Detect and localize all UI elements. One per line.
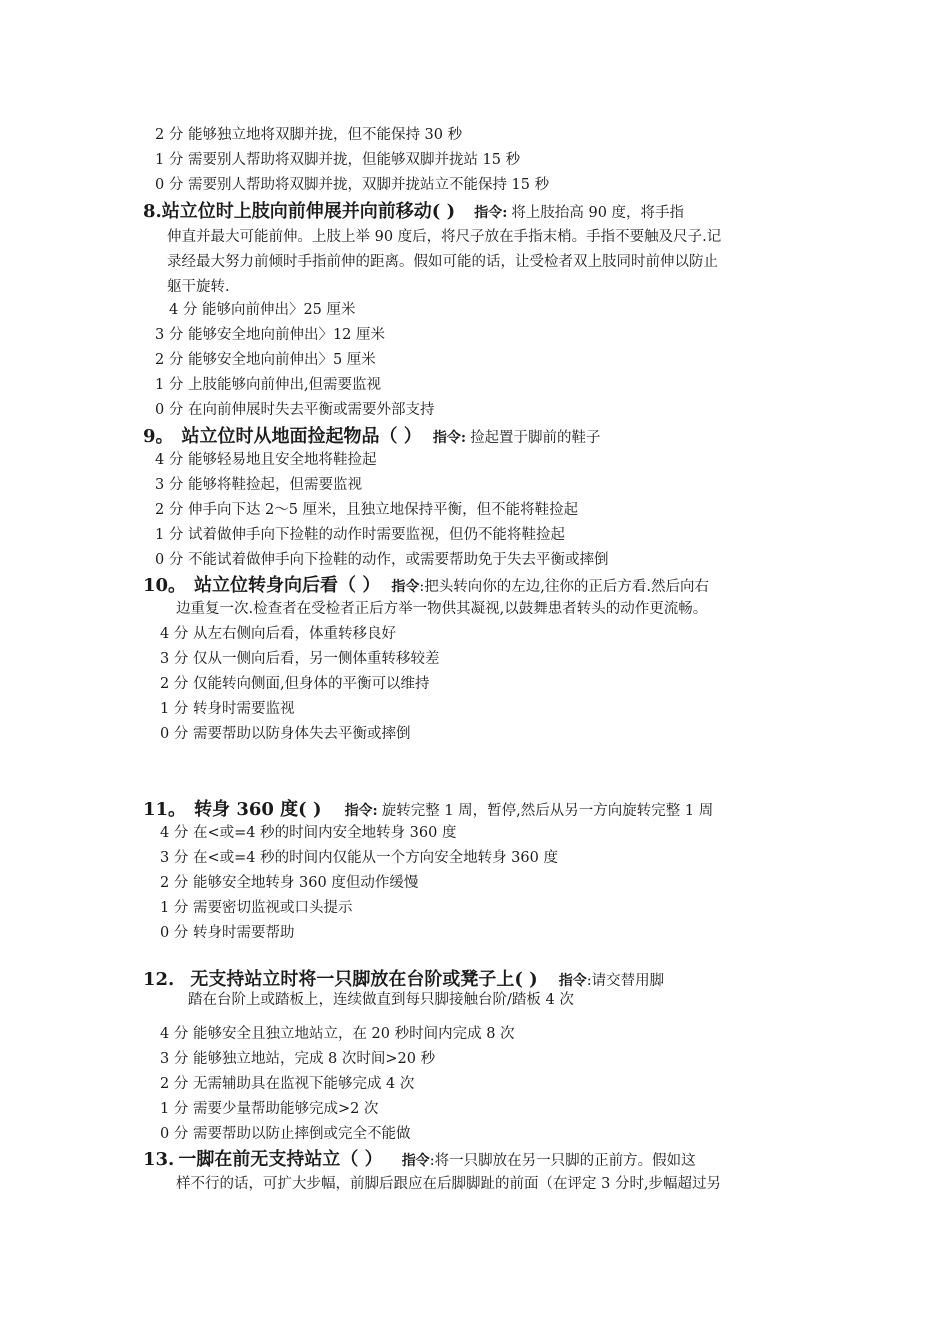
instruction-text: :把头转向你的左边,往你的正后方看.然后向右	[419, 579, 710, 595]
option-line: 2 分 伸手向下达 2～5 厘米，且独立地保持平衡，但不能将鞋捡起	[155, 502, 579, 518]
item-number: 10。	[143, 575, 187, 596]
item-number: 8.	[143, 201, 162, 222]
option-line: 1 分 试着做伸手向下捡鞋的动作时需要监视，但仍不能将鞋捡起	[155, 527, 565, 543]
option-line: 4 分 能够向前伸出〉25 厘米	[169, 302, 356, 318]
item-8-heading	[143, 199, 684, 226]
instruction-line: 躯干旋转.	[167, 279, 230, 295]
option-line: 1 分 需要密切监视或口头提示	[160, 900, 353, 916]
option-line: 1 分 需要别人帮助将双脚并拢，但能够双脚并拢站 15 秒	[155, 152, 521, 168]
option-line: 0 分 转身时需要帮助	[160, 925, 295, 941]
option-line: 2 分 能够独立地将双脚并拢，但不能保持 30 秒	[155, 127, 463, 143]
instruction-line: 边重复一次.检查者在受检者正后方举一物供其凝视,以鼓舞患者转头的动作更流畅。	[176, 601, 708, 617]
item-13-heading	[143, 1147, 696, 1174]
item-title: 站立位转身向后看（ ）	[194, 575, 381, 596]
item-9-heading	[143, 424, 601, 451]
instruction-key: 指令	[401, 1153, 430, 1169]
instruction-line: 踏在台阶上或踏板上，连续做直到每只脚接触台阶/踏板 4 次	[188, 992, 574, 1008]
option-line: 4 分 能够轻易地且安全地将鞋捡起	[155, 452, 377, 468]
option-line: 3 分 能够将鞋捡起，但需要监视	[155, 477, 362, 493]
option-line: 0 分 在向前伸展时失去平衡或需要外部支持	[155, 402, 435, 418]
item-number: 9。	[143, 426, 174, 447]
option-line: 3 分 能够安全地向前伸出〉12 厘米	[155, 327, 386, 343]
option-line: 2 分 仅能转向侧面,但身体的平衡可以维持	[160, 676, 430, 692]
instruction-text: :请交替用脚	[586, 973, 665, 989]
instruction-text: :将一只脚放在另一只脚的正前方。假如这	[429, 1153, 696, 1169]
option-line: 1 分 上肢能够向前伸出,但需要监视	[155, 377, 382, 393]
instruction-text: 旋转完整 1 周，暂停,然后从另一方向旋转完整 1 周	[381, 803, 714, 819]
item-10-heading	[143, 573, 709, 600]
option-line: 1 分 需要少量帮助能够完成>2 次	[160, 1101, 379, 1117]
item-number: 11。	[143, 799, 187, 820]
option-line: 3 分 在<或=4 秒的时间内仅能从一个方向安全地转身 360 度	[160, 850, 558, 866]
item-title: 转身 360 度( )	[194, 799, 322, 820]
instruction-text: 捡起置于脚前的鞋子	[470, 430, 601, 446]
item-title: 站立位时从地面捡起物品（ ）	[181, 426, 422, 447]
option-line: 0 分 需要别人帮助将双脚并拢，双脚并拢站立不能保持 15 秒	[155, 177, 550, 193]
option-line: 3 分 能够独立地站，完成 8 次时间>20 秒	[160, 1051, 436, 1067]
item-number: 12.	[143, 969, 175, 990]
instruction-key: 指令	[391, 579, 420, 595]
option-line: 0 分 需要帮助以防身体失去平衡或摔倒	[160, 726, 411, 742]
option-line: 2 分 能够安全地转身 360 度但动作缓慢	[160, 875, 419, 891]
item-number: 13.	[143, 1149, 175, 1170]
option-line: 1 分 转身时需要监视	[160, 701, 295, 717]
option-line: 4 分 从左右侧向后看，体重转移良好	[160, 626, 396, 642]
instruction-line: 样不行的话，可扩大步幅，前脚后跟应在后脚脚趾的前面（在评定 3 分时,步幅超过另	[176, 1176, 722, 1192]
option-line: 0 分 不能试着做伸手向下捡鞋的动作，或需要帮助免于失去平衡或摔倒	[155, 552, 609, 568]
instruction-line: 伸直并最大可能前伸。上肢上举 90 度后，将尺子放在手指末梢。手指不要触及尺子.记	[167, 229, 722, 245]
instruction-text: 将上肢抬高 90 度，将手指	[511, 205, 685, 221]
item-11-heading	[143, 797, 713, 824]
option-line: 0 分 需要帮助以防止摔倒或完全不能做	[160, 1126, 411, 1142]
instruction-key: 指令:	[474, 205, 508, 221]
option-line: 4 分 能够安全且独立地站立，在 20 秒时间内完成 8 次	[160, 1026, 515, 1042]
option-line: 2 分 无需辅助具在监视下能够完成 4 次	[160, 1076, 415, 1092]
option-line: 2 分 能够安全地向前伸出〉5 厘米	[155, 352, 376, 368]
item-title: 站立位时上肢向前伸展并向前移动( )	[161, 201, 456, 222]
instruction-line: 录经最大努力前倾时手指前伸的距离。假如可能的话，让受检者双上肢同时前伸以防止	[167, 254, 718, 270]
instruction-key: 指令	[558, 973, 587, 989]
instruction-key: 指令:	[344, 803, 378, 819]
item-title: 无支持站立时将一只脚放在台阶或凳子上( )	[190, 969, 538, 990]
item-title: 一脚在前无支持站立（ ）	[178, 1149, 383, 1170]
option-line: 3 分 仅从一侧向后看，另一侧体重转移较差	[160, 651, 440, 667]
option-line: 4 分 在<或=4 秒的时间内安全地转身 360 度	[160, 825, 457, 841]
instruction-key: 指令:	[432, 430, 467, 446]
